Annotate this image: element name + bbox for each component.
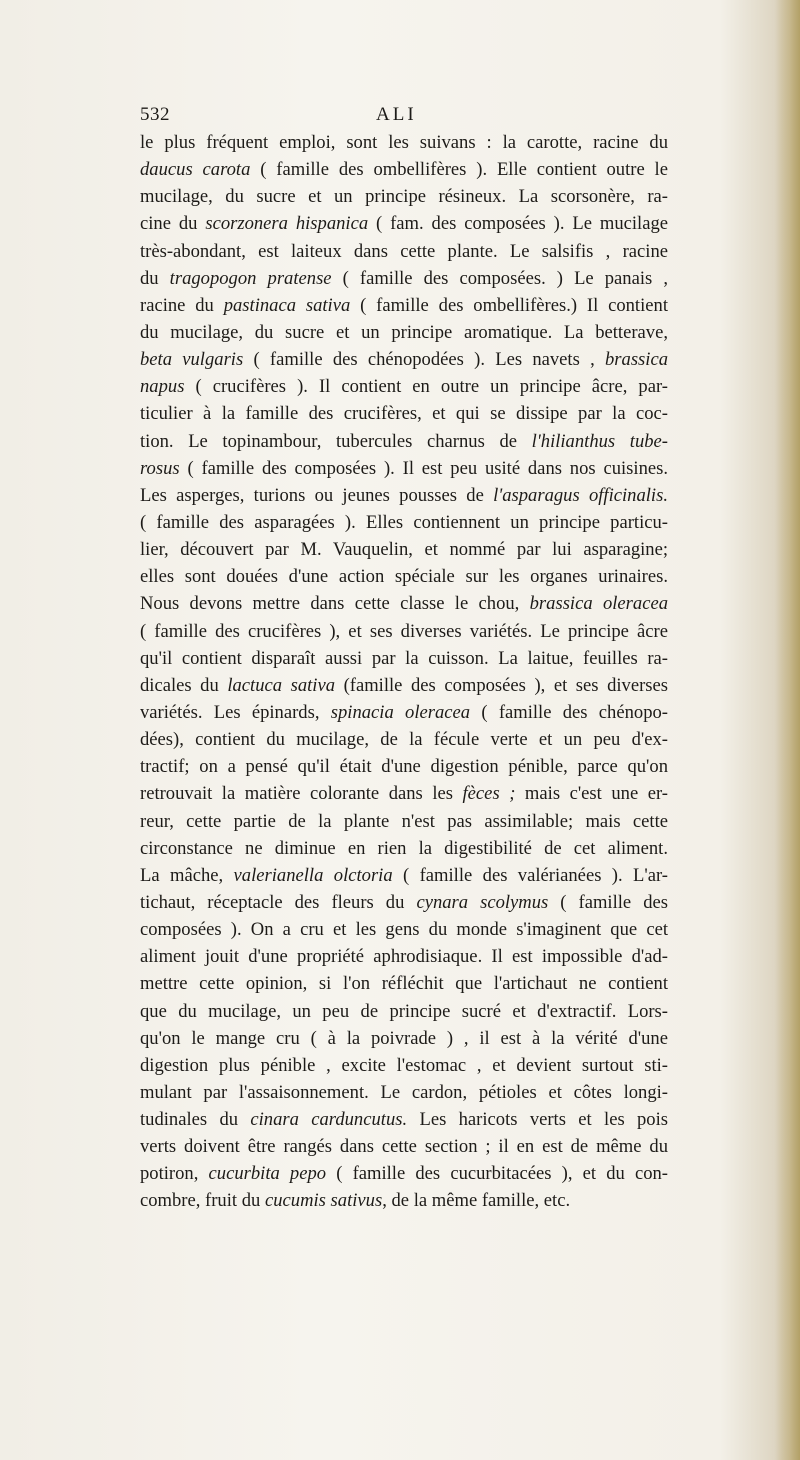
text-line [140,509,668,536]
latin-name: napus [140,376,185,398]
text-run: ( famille des cucurbitacées ), et du con- [326,1163,668,1185]
text-line [140,373,668,400]
text-run: mucilage, du sucre et un principe résineux. La scorsonère, ra- [140,186,668,208]
text-line [140,238,668,265]
text-line [140,183,668,210]
text-run: racine du [140,294,224,316]
text-run: le plus fréquent emploi, sont les suivans : la carotte, racine du [140,132,668,153]
text-run: aliment jouit d'une propriété aphrodisiaque. Il est impossible d'ad- [140,946,668,968]
text-line [140,1160,668,1187]
text-run: ( famille des asparagées ). Elles contiennent un principe particu- [140,511,668,533]
latin-name: spinacia oleracea [330,701,471,723]
text-run: La mâche, [140,864,234,886]
text-run: combre, fruit du [140,1190,265,1212]
latin-name: brassica [604,349,669,371]
text-run: circonstance ne diminue en rien la digestibilité de cet aliment. [140,837,668,859]
page-number: 532 [140,104,170,125]
text-line [140,998,668,1025]
text-line [140,808,668,835]
text-run: lier, découvert par M. Vauquelin, et nommé par lui asparagine; [140,539,668,561]
text-line [140,455,668,482]
page-edge-stain [774,0,800,1460]
text-run: ( famille des composées. ) Le panais , [331,267,668,289]
text-line [140,1133,668,1160]
latin-name: l'asparagus officinalis. [493,484,668,506]
text-run: du [140,267,170,289]
text-run: ticulier à la famille des crucifères, et qui se dissipe par la coc- [140,403,668,425]
text-line [140,753,668,780]
text-line [140,156,668,183]
text-run: tudinales du [140,1109,251,1131]
text-run: ( famille des ombellifères.) Il contient [350,294,668,316]
text-line [140,1106,668,1133]
text-line [140,1052,668,1079]
text-run: tractif; on a pensé qu'il était d'une digestion pénible, parce qu'on [140,756,668,778]
text-line [140,129,668,156]
latin-name: pastinaca sativa [223,294,351,316]
text-run: ( famille des chénopo- [470,701,668,723]
latin-name: valerianella olctoria [233,864,393,886]
text-run: ( famille des valérianées ). L'ar- [392,864,668,886]
text-run: ( famille des ombellifères ). Elle contient outre le [250,159,668,181]
text-line [140,428,668,455]
latin-name: cucumis sativus [264,1190,383,1212]
text-line [140,563,668,590]
text-line [140,482,668,509]
text-run: ( crucifères ). Il contient en outre un principe âcre, par- [184,376,668,398]
latin-name: beta vulgaris [140,349,244,371]
text-line [140,943,668,970]
text-line [140,862,668,889]
latin-name: l'hilianthus tube- [531,430,668,452]
text-line [140,780,668,807]
text-run: dées), contient du mucilage, de la fécule verte et un peu d'ex- [140,729,668,751]
text-run: cine du [140,213,206,235]
text-line [140,699,668,726]
running-head: ALI [376,104,417,125]
text-run: Nous devons mettre dans cette classe le chou, [140,593,530,615]
text-line [140,916,668,943]
text-line [140,590,668,617]
text-run: qu'on le mange cru ( à la poivrade ) , il est à la vérité d'une [140,1027,668,1049]
text-run: ( famille des crucifères ), et ses diverses variétés. Le principe âcre [140,620,668,642]
text-run: ( famille des composées ). Il est peu usité dans nos cuisines. [179,457,668,479]
text-run: qu'il contient disparaît aussi par la cuisson. La laitue, feuilles ra- [140,647,668,669]
text-run: ( fam. des composées ). Le mucilage [368,213,669,235]
text-line [140,265,668,292]
latin-name: cynara scolymus [416,891,549,913]
text-line [140,1187,668,1214]
text-line [140,292,668,319]
text-run: Les asperges, turions ou jeunes pousses de [140,484,494,506]
text-line [140,672,668,699]
text-run: tion. Le topinambour, tubercules charnus de [140,430,532,452]
text-run: reur, cette partie de la plante n'est pas assimilable; mais cette [140,810,668,832]
text-run: Les haricots verts et les pois [407,1109,669,1131]
text-run: digestion plus pénible , excite l'estomac , et devient surtout sti- [140,1054,668,1076]
latin-name: tragopogon pratense [169,267,332,289]
text-run: elles sont douées d'une action spéciale sur les organes urinaires. [140,566,668,588]
text-run: très-abondant, est laiteux dans cette plante. Le salsifis , racine [140,240,668,262]
text-run: mais c'est une er- [515,783,668,805]
latin-name: fèces ; [462,783,516,805]
text-run: potiron, [140,1163,209,1185]
text-run: composées ). On a cru et les gens du monde s'imaginent que cet [140,919,668,941]
latin-name: daucus carota [140,159,251,181]
text-line [140,210,668,237]
body-text [140,129,668,1215]
text-run: mulant par l'assaisonnement. Le cardon, pétioles et côtes longi- [140,1081,668,1103]
text-line [140,726,668,753]
text-line [140,889,668,916]
text-run: verts doivent être rangés dans cette section ; il en est de même du [140,1136,668,1158]
page-header [140,104,668,130]
text-line [140,400,668,427]
text-run: ( famille des [548,891,668,913]
text-line [140,1025,668,1052]
text-run: dicales du [140,674,228,696]
latin-name: brassica oleracea [529,593,668,615]
text-run: tichaut, réceptacle des fleurs du [140,891,417,913]
text-line [140,835,668,862]
text-run: (famille des composées ), et ses diverses [335,674,669,696]
text-run: ( famille des chénopodées ). Les navets , [243,349,605,371]
text-line [140,346,668,373]
text-line [140,618,668,645]
text-line [140,319,668,346]
latin-name: rosus [140,457,180,479]
text-line [140,645,668,672]
text-run: variétés. Les épinards, [140,701,331,723]
text-run: du mucilage, du sucre et un principe aromatique. La betterave, [140,321,668,343]
text-line [140,970,668,997]
text-run: retrouvait la matière colorante dans les [140,783,463,805]
latin-name: scorzonera hispanica [205,213,369,235]
latin-name: cinara carduncutus. [250,1109,408,1131]
latin-name: cucurbita pepo [208,1163,327,1185]
text-line [140,1079,668,1106]
latin-name: lactuca sativa [227,674,336,696]
text-run: que du mucilage, un peu de principe sucré et d'extractif. Lors- [140,1000,668,1022]
text-run: mettre cette opinion, si l'on réfléchit que l'artichaut ne contient [140,973,668,995]
text-line [140,536,668,563]
text-run: , de la même famille, etc. [382,1190,571,1212]
